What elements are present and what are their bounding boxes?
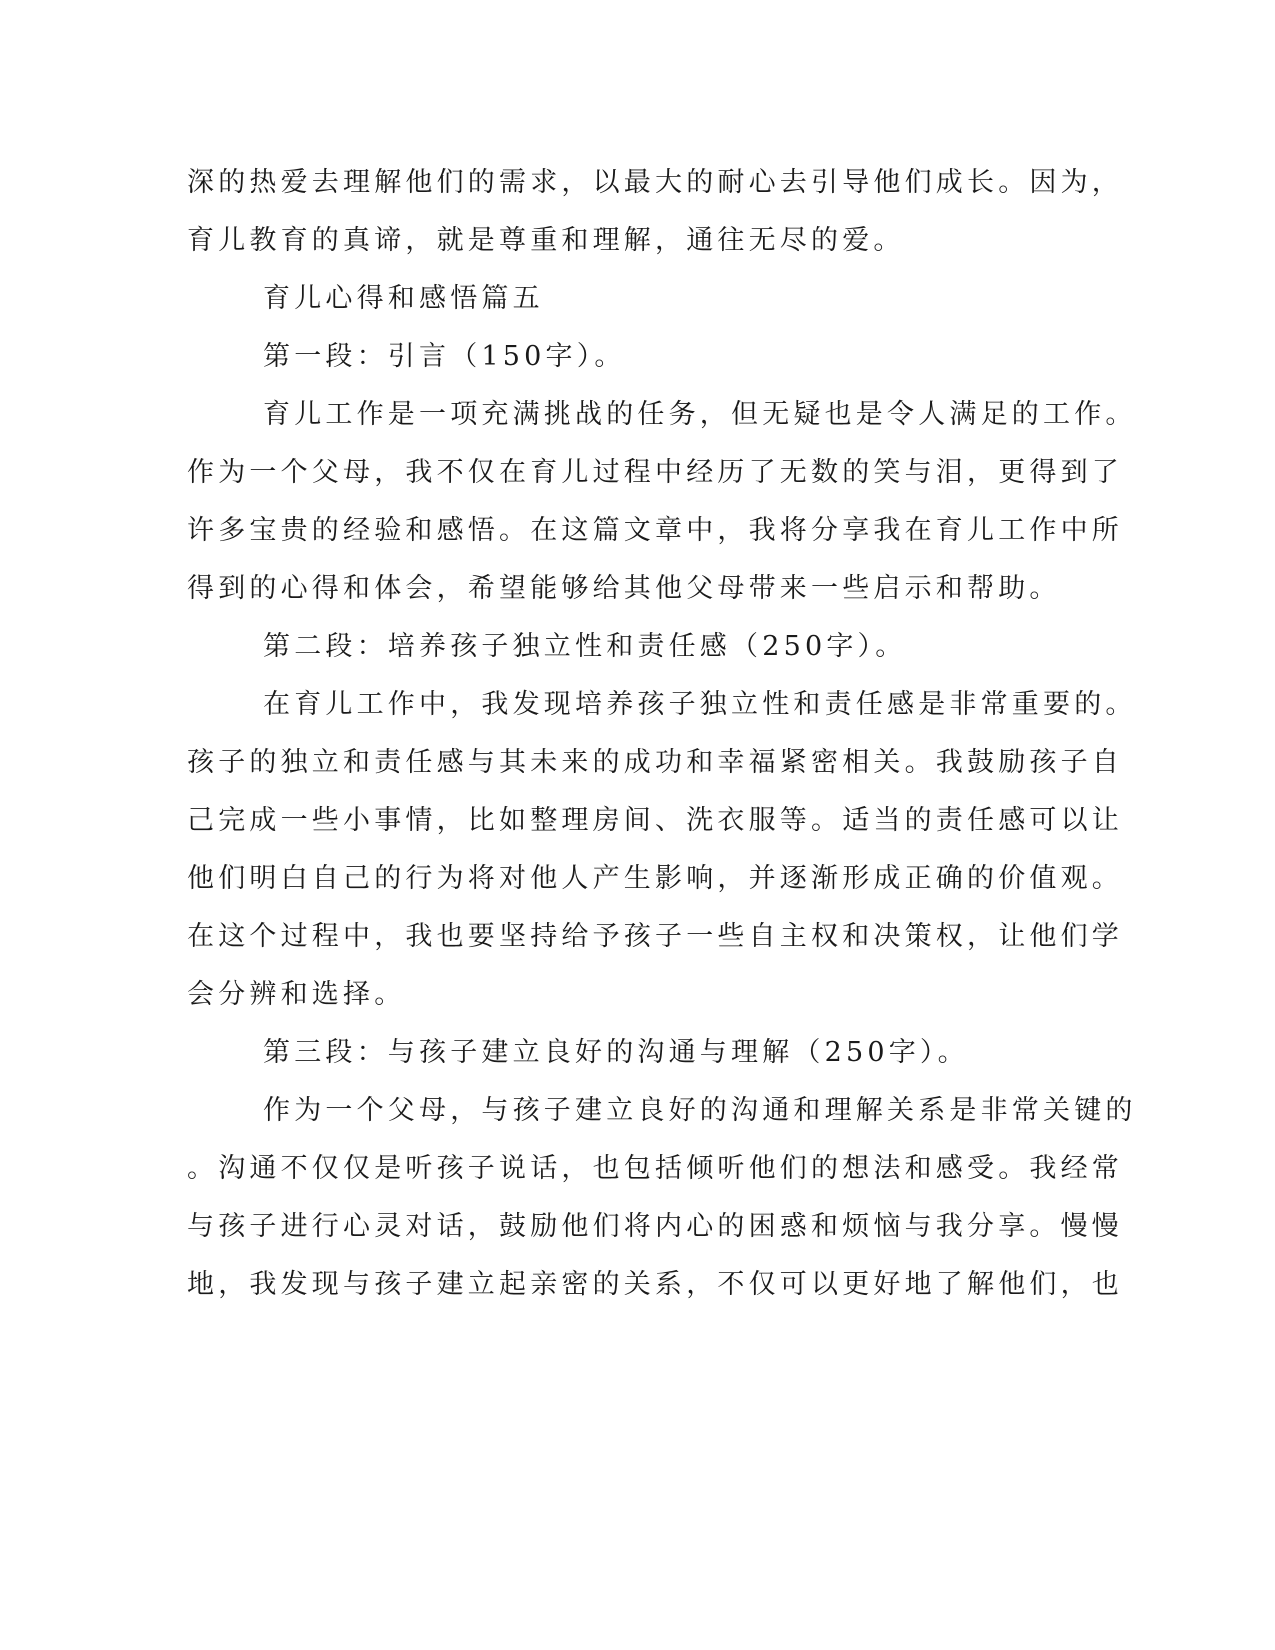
text-line: 。沟通不仅仅是听孩子说话，也包括倾听他们的想法和感受。我经常 (187, 1153, 1123, 1184)
text-line: 得到的心得和体会，希望能够给其他父母带来一些启示和帮助。 (187, 573, 1061, 604)
text-line: 作为一个父母，与孩子建立良好的沟通和理解关系是非常关键的 (263, 1095, 1137, 1126)
section-title: 育儿心得和感悟篇五 (263, 283, 544, 314)
text-line: 与孩子进行心灵对话，鼓励他们将内心的困惑和烦恼与我分享。慢慢 (187, 1211, 1123, 1242)
text-line: 在育儿工作中，我发现培养孩子独立性和责任感是非常重要的。 (263, 689, 1137, 720)
text-line: 孩子的独立和责任感与其未来的成功和幸福紧密相关。我鼓励孩子自 (187, 747, 1123, 778)
text-line: 育儿教育的真谛，就是尊重和理解，通往无尽的爱。 (187, 225, 905, 256)
paragraph-heading: 第三段：与孩子建立良好的沟通与理解（250字）。 (263, 1037, 969, 1068)
paragraph-heading: 第二段：培养孩子独立性和责任感（250字）。 (263, 631, 907, 662)
paragraph-heading: 第一段：引言（150字）。 (263, 341, 626, 372)
text-line: 深的热爱去理解他们的需求，以最大的耐心去引导他们成长。因为， (187, 167, 1123, 198)
text-line: 育儿工作是一项充满挑战的任务，但无疑也是令人满足的工作。 (263, 399, 1137, 430)
text-line: 己完成一些小事情，比如整理房间、洗衣服等。适当的责任感可以让 (187, 805, 1123, 836)
text-line: 许多宝贵的经验和感悟。在这篇文章中，我将分享我在育儿工作中所 (187, 515, 1123, 546)
text-line: 作为一个父母，我不仅在育儿过程中经历了无数的笑与泪，更得到了 (187, 457, 1123, 488)
text-line: 会分辨和选择。 (187, 979, 406, 1010)
text-line: 地，我发现与孩子建立起亲密的关系，不仅可以更好地了解他们，也 (187, 1269, 1123, 1300)
text-line: 他们明白自己的行为将对他人产生影响，并逐渐形成正确的价值观。 (187, 863, 1123, 894)
text-line: 在这个过程中，我也要坚持给予孩子一些自主权和决策权，让他们学 (187, 921, 1123, 952)
